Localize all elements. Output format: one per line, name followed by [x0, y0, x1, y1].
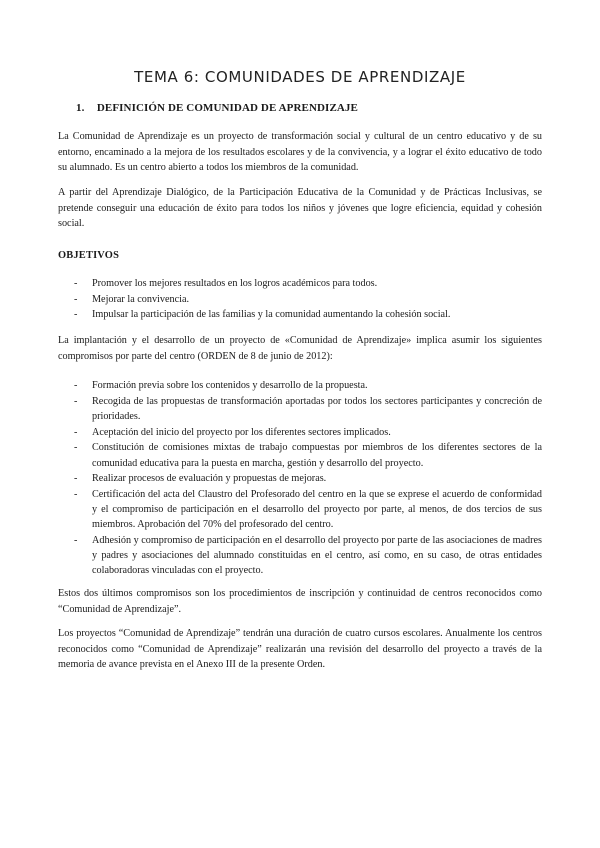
paragraph-definition: La Comunidad de Aprendizaje es un proyecto de transformación social y cultural de un centro educativo y de su entorno, encaminado a la mejora de los resultados escolares y de la convivencia, y a lograr el éxito educativo de todo su alumnado. Es un centro abierto a todos los miembros de la comunidad.: [58, 131, 542, 174]
objetivos-list: [58, 276, 542, 323]
list-item: - Certificación del acta del Claustro del Profesorado del centro en la que se exprese el acuerdo de conformidad y el compromiso de participación en el desarrollo del proyecto por parte, al menos, de dos tercios de sus miembros. Aprobación del 70% del profesorado del centro.: [58, 487, 542, 533]
objetivos-heading: OBJETIVOS: [58, 250, 120, 261]
paragraph-implantacion: La implantación y el desarrollo de un proyecto de «Comunidad de Aprendizaje» implica asumir los siguientes compromisos por parte del centro (ORDEN de 8 de junio de 2012):: [58, 335, 542, 362]
list-item: - Adhesión y compromiso de participación en el desarrollo del proyecto por parte de las asociaciones de madres y padres y asociaciones del alumnado constituidas en el centro, así como, en su caso, de otras entidades colaboradoras vinculadas con el proyecto.: [58, 533, 542, 579]
page-title: TEMA 6: COMUNIDADES DE APRENDIZAJE: [134, 68, 466, 87]
list-item: - Aceptación del inicio del proyecto por los diferentes sectores implicados.: [58, 425, 542, 440]
list-item: - Formación previa sobre los contenidos y desarrollo de la propuesta.: [58, 378, 542, 393]
list-item: - Mejorar la convivencia.: [58, 292, 542, 307]
list-item: - Recogida de las propuestas de transformación aportadas por todos los sectores participantes y concreción de prioridades.: [58, 394, 542, 424]
list-item: - Impulsar la participación de las familias y la comunidad aumentando la cohesión social.: [58, 307, 542, 322]
list-item: - Realizar procesos de evaluación y propuestas de mejoras.: [58, 471, 542, 486]
compromisos-list: [58, 378, 542, 579]
list-item: - Promover los mejores resultados en los logros académicos para todos.: [58, 276, 542, 291]
section-heading-text: DEFINICIÓN DE COMUNIDAD DE APRENDIZAJE: [96, 102, 358, 114]
section-heading: [76, 102, 358, 114]
paragraph-dialogic-learning: A partir del Aprendizaje Dialógico, de la Participación Educativa de la Comunidad y de Prácticas Inclusivas, se pretende conseguir una educación de éxito para todos los niños y jóvenes que logre eficiencia, equidad y cohesión social.: [58, 187, 542, 230]
list-item: - Constitución de comisiones mixtas de trabajo compuestas por miembros de los diferentes sectores de la comunidad educativa para la puesta en marcha, gestión y desarrollo del proyecto.: [58, 440, 542, 470]
paragraph-ultimos-compromisos: Estos dos últimos compromisos son los procedimientos de inscripción y continuidad de centros reconocidos como “Comunidad de Aprendizaje”.: [58, 588, 542, 615]
paragraph-duracion: Los proyectos “Comunidad de Aprendizaje” tendrán una duración de cuatro cursos escolares. Anualmente los centros reconocidos como “Comunidad de Aprendizaje” realizarán una revisión del desarrollo del proyecto a través de la memoria de avance prevista en el Anexo III de la presente Orden.: [58, 628, 542, 671]
section-number: 1.: [76, 102, 85, 114]
